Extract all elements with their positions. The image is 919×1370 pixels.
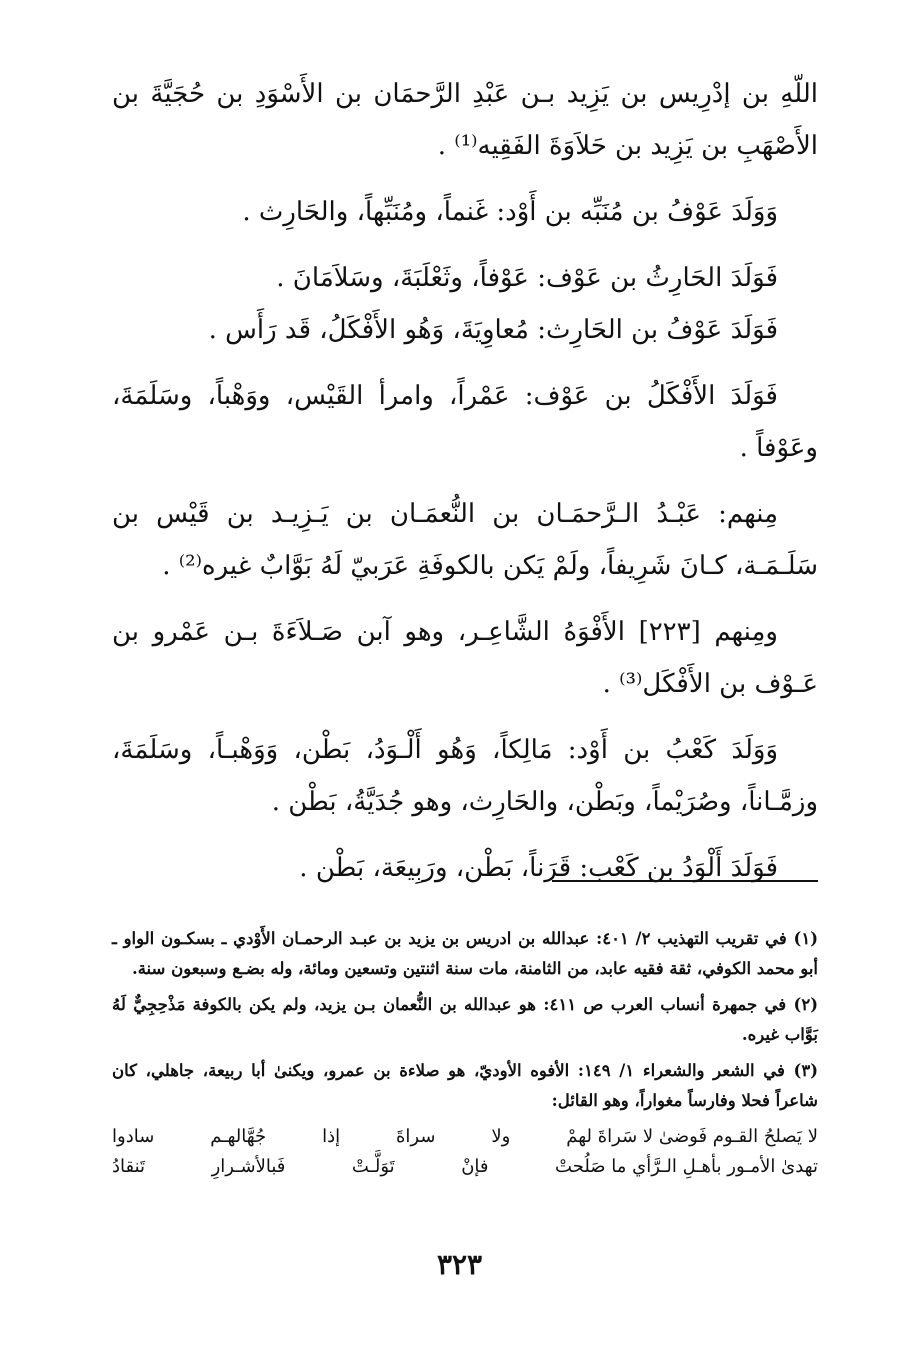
verse-1-part: ولا bbox=[491, 1126, 511, 1147]
paragraph-2: وَوَلَدَ عَوْفُ بن مُنَبِّه بن أَوْد: غَنماً، ومُنَبِّهاً، والحَارِث . bbox=[242, 197, 778, 227]
paragraph-3: فَوَلَدَ الحَارِثُ بن عَوْف: عَوْفاً، وثَعْلَبَةَ، وسَلاَمَانَ . bbox=[276, 263, 778, 293]
poem-verses bbox=[112, 1122, 818, 1182]
verse-1-part: إذا bbox=[322, 1126, 341, 1147]
paragraph-1: اللّهِ بن إدْرِيس بن يَزِيد بـن عَبْدِ الرَّحمَان بن الأَسْوَدِ بن حُجَيَّةَ بن الأَصْهَبِ بن يَزِيد بن حَلاَوَةَ الفَقِيه⁽¹⁾ . bbox=[112, 79, 818, 161]
footnote-separator bbox=[552, 880, 818, 882]
footnote-2: (٢) في جمهرة أنساب العرب ص ٤١١: هو عبدالله بن النُّعمان بـن يزيد، ولم يكن بالكوفة مَذْحِجِيٌّ لَهُ بَوَّاب غيره. bbox=[112, 995, 819, 1044]
verse-1-part: سادوا bbox=[112, 1126, 155, 1147]
paragraph-6: مِنهم: عَبْـدُ الـرَّحمَـان بن النُّعمَـان بن يَـزِيـد بن قَيْس بن سَلَـمَـة، كـانَ شَرِيفاً، ولَمْ يَكن بالكوفَةِ عَرَبيّ لَهُ بَوَّابٌ غيره⁽²⁾ . bbox=[112, 499, 818, 581]
main-text bbox=[112, 68, 818, 894]
verse-1-part: لا يَصلحُ القـوم فَوضىٰ لا سَراةَ لهمْ bbox=[566, 1126, 818, 1147]
page-number: ٣٢٣ bbox=[436, 1248, 483, 1281]
footnote-3: (٣) في الشعر والشعراء ١/ ١٤٩: الأفوه الأوديّ، هو صلاءة بن عمرو، ويكنىٰ أبا ربيعة، جاهلي، كان شاعراً فحلا وفارساً مغواراً، وهو القائل: bbox=[112, 1061, 819, 1110]
paragraph-8: وَوَلَدَ كَعْبُ بن أَوْد: مَالِكاً، وَهُو أَلْـوَدُ، بَطْن، وَوَهْبـاً، وسَلَمَةَ، وزمَّـاناً، وصُرَيْماً، وبَطْن، والحَارِث، وهو جُدَيَّةُ، بَطْن . bbox=[112, 735, 818, 817]
footnotes bbox=[112, 924, 818, 1182]
verse-2-part: فإنْ bbox=[461, 1156, 489, 1177]
paragraph-7: ومِنهم [٢٢٣] الأَفْوَهُ الشَّاعِـر، وهو آبن صَـلاَءَةَ بـن عَمْرو بن عَـوْف بن الأَفْكَل⁽³⁾ . bbox=[112, 617, 818, 699]
paragraph-9: فَوَلَدَ أَلْوَدُ بن كَعْب: قَرَناً، بَطْن، ورَبِيعَة، بَطْن . bbox=[299, 853, 778, 883]
verse-2-part: تَنقادُ bbox=[112, 1156, 146, 1177]
paragraph-4: فَوَلَدَ عَوْفُ بن الحَارِث: مُعاوِيَةَ، وَهُو الأَفْكَلُ، قَد رَأَس . bbox=[208, 315, 778, 345]
verse-1-part: جُهَّالهـم bbox=[210, 1126, 267, 1147]
footnote-1: (١) في تقريب التهذيب ٢/ ٤٠١: عبدالله بن ادريس بن يزيد بن عبـد الرحمـان الأَوْدي ـ بسكـون الواو ـ أبو محمد الكوفي، ثقة فقيه عابد، من الثامنة، مات سنة اثنتين وتسعين ومائة، وله بضـع وسبعون سنة. bbox=[112, 929, 818, 978]
verse-2-part: تهدىٰ الأمـور بأهـلِ الـرَّأي ما صَلُحتْ bbox=[555, 1156, 818, 1177]
verse-2-part: فَبالأشـرارِ bbox=[211, 1156, 286, 1177]
verse-2-part: تَوَلَّـتْ bbox=[351, 1156, 395, 1177]
verse-1-part: سراةَ bbox=[396, 1126, 436, 1147]
verse-line-1 bbox=[112, 1122, 818, 1152]
paragraph-5: فَوَلَدَ الأَفْكَلُ بن عَوْف: عَمْراً، وامرأ القَيْس، ووَهْباً، وسَلَمَةَ، وعَوْفاً . bbox=[112, 381, 818, 463]
verse-line-2 bbox=[112, 1152, 818, 1182]
